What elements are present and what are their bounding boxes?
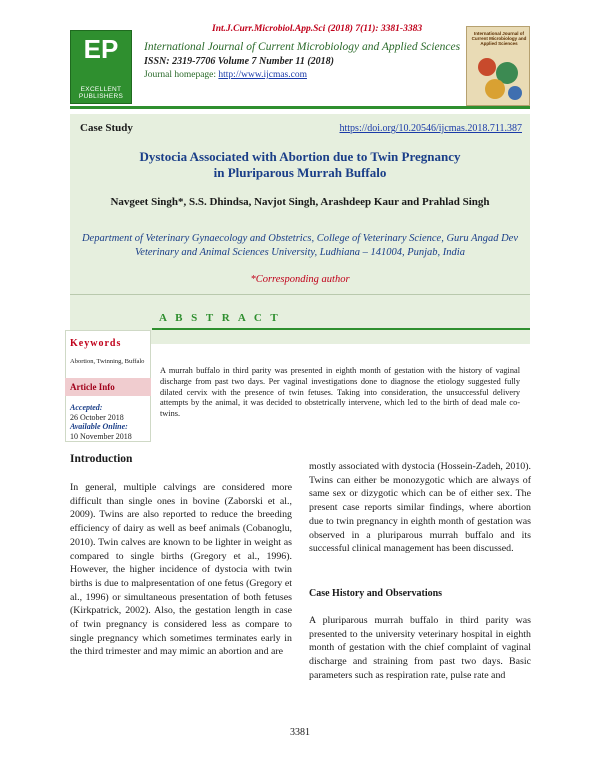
homepage-link[interactable]: http://www.ijcmas.com [218,70,307,80]
journal-homepage [144,70,307,80]
header-rule [70,106,530,109]
accepted-date: 26 October 2018 [70,412,124,422]
page-number: 3381 [290,727,310,738]
keywords-list: Abortion, Twinning, Buffalo [70,358,145,365]
abstract-rule [152,328,530,330]
article-type: Case Study [80,122,133,134]
abstract-heading: A B S T R A C T [159,312,281,324]
abstract-text: A murrah buffalo in third parity was presented in eighth month of gestation with the history of vaginal discharge from past two days. Per vaginal investigations done to diagnose the etiology suggested fully dilated cervix with the presence of twin fetuses. Taking into consideration, the unsuccessful delivery attempts by the animal, it was decided to obstetrically intervene, which led to the birth of dead male co-twins. [160,366,520,419]
journal-cover-image [466,26,530,106]
available-date: 10 November 2018 [70,431,132,441]
article-title [70,149,530,181]
band-divider [70,294,530,295]
journal-citation: Int.J.Curr.Microbiol.App.Sci (2018) 7(11): 3381-3383 [212,24,423,34]
homepage-label: Journal homepage: [144,70,219,80]
article-info-heading: Article Info [70,382,115,392]
introduction-heading: Introduction [70,453,133,465]
intro-paragraph-1: In general, multiple calvings are considered more difficult than single ones in bovine (Zaborski et al., 2009). Twins are also reported to reduce the breeding efficiency of dairy as well as beef animals (Cobanoglu, 2010). Twin calves are known to be lighter in weight as compared to single births (Gregory et al., 1996). However, the higher incidence of dystocia with twin births is due to malpresentation of one fetus (Gregory et al., 1996) or simultaneous presentation of both fetuses (Kirkpatrick, 2002). Also, the gestation length in case of twin pregnancy is considered less as compare to single pregnancy which sometimes terminates early in the third trimester and may mimic an abortion and are [70,482,292,658]
doi-link[interactable]: https://doi.org/10.20546/ijcmas.2018.711.387 [339,123,522,134]
issn-line: ISSN: 2319-7706 Volume 7 Number 11 (2018) [144,56,335,67]
accepted-label: Accepted: [70,403,103,412]
cover-illustration [473,53,525,103]
article-dates [70,403,152,441]
affiliation: Department of Veterinary Gynaecology and Obstetrics, College of Veterinary Science, Guru Angad Dev Veterinary and Animal Sciences University, Ludhiana – 141004, Punjab, India [81,233,519,258]
available-label: Available Online: [70,422,128,431]
title-line-1: Dystocia Associated with Abortion due to Twin Pregnancy [139,149,461,164]
intro-paragraph-2: mostly associated with dystocia (Hossein-Zadeh, 2010). Twins can either be monozygotic which are always of same sex or dizygotic which can be of either sex. The present case reports similar findings, where abortion due to twin pregnancy in eighth month of gestation was observed in a pluriparous murrah buffalo and its successful clinical management has been discussed. [309,461,531,555]
doi [340,123,523,134]
publisher-logo [70,30,132,104]
case-history-heading: Case History and Observations [309,588,443,599]
title-line-2: in Pluriparous Murrah Buffalo [213,165,387,180]
keywords-heading: Keywords [70,338,122,349]
authors: Navgeet Singh*, S.S. Dhindsa, Navjot Singh, Arashdeep Kaur and Prahlad Singh [110,196,490,208]
journal-name: International Journal of Current Microbiology and Applied Sciences [144,41,461,53]
cover-title: International Journal of Current Microbiology and Applied Sciences [471,31,527,46]
logo-letters: EP [83,34,119,64]
logo-publisher-name: EXCELLENT PUBLISHERS [78,86,124,100]
corresponding-author: *Corresponding author [250,274,350,285]
case-history-paragraph: A pluriparous murrah buffalo in third parity was presented to the university veterinary hospital in eighth month of gestation with the chief complaint of vaginal discharge and straining from past two days. Basic parameters such as respiration rate, pulse rate and [309,615,531,681]
